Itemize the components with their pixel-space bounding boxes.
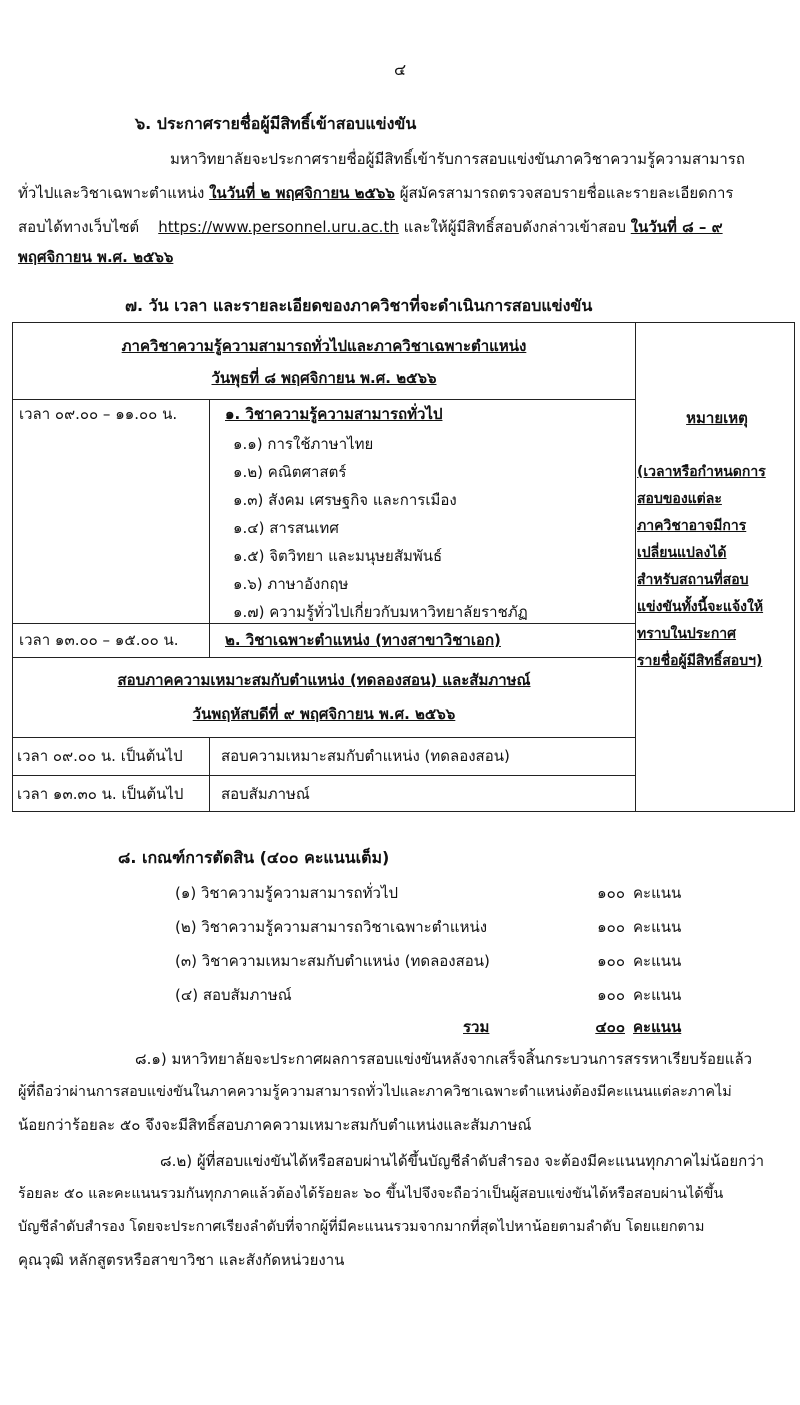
- exam-date-year: พฤศจิกายน พ.ศ. ๒๕๖๖: [18, 248, 174, 266]
- para-8-1: ผู้ที่ถือว่าผ่านการสอบแข่งขันในภาคความรู้ความสามารถทั่วไปและภาควิชาเฉพาะตำแหน่งต้องมีคะแนนแต่ละภาคไม่: [18, 1084, 732, 1100]
- slot3-time: เวลา ๐๙.๐๐ น. เป็นต้นไป: [17, 747, 183, 765]
- score-unit: คะแนน: [633, 952, 682, 970]
- part1-title: ภาควิชาความรู้ความสามารถทั่วไปและภาควิชาเฉพาะตำแหน่ง: [121, 337, 527, 355]
- slot4-subject: สอบสัมภาษณ์: [221, 785, 310, 803]
- slot4-time: เวลา ๑๓.๓๐ น. เป็นต้นไป: [17, 785, 184, 803]
- para-8-1: น้อยกว่าร้อยละ ๕๐ จึงจะมีสิทธิ์สอบภาคความเหมาะสมกับตำแหน่งและสัมภาษณ์: [18, 1116, 532, 1134]
- remark-line: สอบของแต่ละ: [637, 491, 722, 507]
- exam-date-range: ในวันที่ ๘ – ๙: [630, 218, 723, 236]
- row-divider: [13, 775, 635, 776]
- score-label: (๔) สอบสัมภาษณ์: [175, 986, 292, 1004]
- remark-line: แข่งขันทั้งนี้จะแจ้งให้: [637, 599, 764, 615]
- slot1-item: ๑.๖) ภาษาอังกฤษ: [233, 575, 349, 593]
- slot1-item: ๑.๑) การใช้ภาษาไทย: [233, 435, 374, 453]
- slot1-item: ๑.๒) คณิตศาสตร์: [233, 463, 347, 481]
- section6-line3: [18, 218, 788, 238]
- row-divider: [13, 657, 635, 658]
- score-value: ๑๐๐: [597, 918, 625, 936]
- slot2-time: เวลา ๑๓.๐๐ – ๑๕.๐๐ น.: [19, 631, 179, 649]
- score-unit: คะแนน: [633, 884, 682, 902]
- score-value: ๑๐๐: [597, 986, 625, 1004]
- slot1-item: ๑.๓) สังคม เศรษฐกิจ และการเมือง: [233, 491, 457, 509]
- part1-date: วันพุธที่ ๘ พฤศจิกายน พ.ศ. ๒๕๖๖: [211, 369, 437, 387]
- total-score: ๔๐๐: [595, 1018, 625, 1036]
- score-unit: คะแนน: [633, 986, 682, 1004]
- slot1-item: ๑.๔) สารสนเทศ: [233, 519, 339, 537]
- score-value: ๑๐๐: [597, 952, 625, 970]
- part2-date: วันพฤหัสบดีที่ ๙ พฤศจิกายน พ.ศ. ๒๕๖๖: [192, 705, 456, 723]
- score-row: [175, 986, 682, 1012]
- part2-title: สอบภาคความเหมาะสมกับตำแหน่ง (ทดลองสอน) และสัมภาษณ์: [117, 671, 531, 689]
- row-divider: [13, 399, 635, 400]
- score-label: (๑) วิชาความรู้ความสามารถทั่วไป: [175, 884, 399, 902]
- slot1-subject: ๑. วิชาความรู้ความสามารถทั่วไป: [225, 405, 443, 423]
- para-8-2: คุณวุฒิ หลักสูตรหรือสาขาวิชา และสังกัดหน่วยงาน: [18, 1251, 345, 1269]
- section6-line3-text: สอบได้ทางเว็บไซต์: [18, 218, 144, 236]
- website-link[interactable]: https://www.personnel.uru.ac.th: [158, 218, 399, 236]
- total-unit: คะแนน: [633, 1018, 682, 1036]
- section7-heading: ๗. วัน เวลา และรายละเอียดของภาควิชาที่จะดำเนินการสอบแข่งขัน: [125, 296, 593, 315]
- score-row: [175, 918, 682, 944]
- remark-title: หมายเหตุ: [686, 409, 748, 427]
- section6-line2-text-b: ผู้สมัครสามารถตรวจสอบรายชื่อและรายละเอียดการ: [394, 184, 734, 202]
- remark-line: สำหรับสถานที่สอบ: [637, 572, 749, 588]
- announce-date: ในวันที่ ๒ พฤศจิกายน ๒๕๖๖: [209, 184, 395, 202]
- section8-heading: ๘. เกณฑ์การตัดสิน (๔๐๐ คะแนนเต็ม): [118, 848, 390, 867]
- section6-line2-text: ทั่วไปและวิชาเฉพาะตำแหน่ง: [18, 184, 210, 202]
- remark-line: ทราบในประกาศ: [637, 626, 737, 642]
- score-row: [175, 884, 682, 910]
- section6-line4: [18, 248, 788, 268]
- remark-line: รายชื่อผู้มีสิทธิ์สอบฯ): [637, 653, 763, 669]
- schedule-table: [12, 322, 795, 812]
- total-label: รวม: [463, 1018, 490, 1036]
- score-total-row: [175, 1018, 682, 1044]
- para-8-1: ๘.๑) มหาวิทยาลัยจะประกาศผลการสอบแข่งขันหลังจากเสร็จสิ้นกระบวนการสรรหาเรียบร้อยแล้ว: [135, 1050, 753, 1068]
- section6-line1: มหาวิทยาลัยจะประกาศรายชื่อผู้มีสิทธิ์เข้ารับการสอบแข่งขันภาควิชาความรู้ความสามารถ: [170, 150, 745, 168]
- score-row: [175, 952, 682, 978]
- row-divider: [13, 623, 635, 624]
- remark-line: (เวลาหรือกำหนดการ: [637, 464, 766, 480]
- para-8-2: ร้อยละ ๕๐ และคะแนนรวมกันทุกภาคแล้วต้องได้ร้อยละ ๖๐ ขึ้นไปจึงจะถือว่าเป็นผู้สอบแข่งขันได้หรือสอบผ่านได้ขึ้น: [18, 1186, 724, 1202]
- para-8-2: ๘.๒) ผู้ที่สอบแข่งขันได้หรือสอบผ่านได้ขึ้นบัญชีลำดับสำรอง จะต้องมีคะแนนทุกภาคไม่น้อยกว่า: [160, 1152, 765, 1170]
- time-column-divider: [209, 737, 210, 811]
- remark-column-divider: [635, 323, 636, 811]
- score-value: ๑๐๐: [597, 884, 625, 902]
- slot1-item: ๑.๗) ความรู้ทั่วไปเกี่ยวกับมหาวิทยาลัยราชภัฏ: [233, 603, 528, 621]
- section6-heading: ๖. ประกาศรายชื่อผู้มีสิทธิ์เข้าสอบแข่งขัน: [135, 114, 417, 133]
- slot1-item: ๑.๕) จิตวิทยา และมนุษยสัมพันธ์: [233, 547, 443, 565]
- time-column-divider: [209, 399, 210, 657]
- row-divider: [13, 737, 635, 738]
- slot1-time: เวลา ๐๙.๐๐ – ๑๑.๐๐ น.: [19, 405, 178, 423]
- slot2-subject: ๒. วิชาเฉพาะตำแหน่ง (ทางสาขาวิชาเอก): [225, 631, 501, 649]
- remark-line: ภาควิชาอาจมีการ: [637, 518, 747, 534]
- score-label: (๒) วิชาความรู้ความสามารถวิชาเฉพาะตำแหน่ง: [175, 918, 488, 936]
- remark-line: เปลี่ยนแปลงได้: [637, 545, 727, 561]
- section6-line2: [18, 184, 788, 204]
- section6-line3-text-b: และให้ผู้มีสิทธิ์สอบดังกล่าวเข้าสอบ: [398, 218, 631, 236]
- slot3-subject: สอบความเหมาะสมกับตำแหน่ง (ทดลองสอน): [221, 747, 510, 765]
- page-number: ๔: [393, 60, 407, 79]
- score-unit: คะแนน: [633, 918, 682, 936]
- para-8-2: บัญชีลำดับสำรอง โดยจะประกาศเรียงลำดับที่จากผู้ที่มีคะแนนรวมจากมากที่สุดไปหาน้อยตามลำดับ โดยแยกตาม: [18, 1219, 705, 1235]
- score-label: (๓) วิชาความเหมาะสมกับตำแหน่ง (ทดลองสอน): [175, 952, 490, 970]
